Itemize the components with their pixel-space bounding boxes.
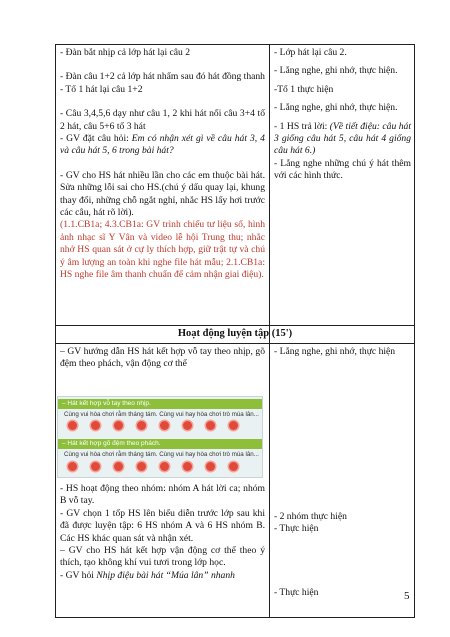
flower-icon (137, 421, 146, 430)
text-line: - Đàn câu 1+2 cả lớp hát nhẩm sau đó hát đồng thanh (60, 71, 265, 83)
text-line: - GV cho HS hát nhiều lần cho các em thuộc bài hát. Sửa những lỗi sai cho HS.(chú ý dấu quay lại, khung thay đổi, những chỗ ngắt nghỉ, nhắc HS lấy hơi trước các câu, hát rõ lời). (60, 169, 265, 219)
text-line: - Đàn bắt nhịp cả lớp hát lại câu 2 (60, 47, 191, 58)
right-response-cell (274, 47, 411, 183)
flower-icon (206, 462, 215, 471)
text-line: - Thực hiện (274, 523, 319, 535)
text-line: - Thực hiện (274, 587, 319, 598)
flower-icon (68, 421, 77, 430)
row-divider-top (56, 325, 414, 326)
flower-icon (160, 462, 169, 471)
text-line: - 2 nhóm thực hiện (274, 511, 347, 522)
score-band-clapping: – Hát kết hợp vỗ tay theo nhịp. (58, 399, 262, 409)
tap-markers (68, 462, 238, 471)
digital-competency-note: (1.1.CB1a; 4.3.CB1a: GV trình chiếu tư liệu số, hình ảnh nhạc sĩ Y Vân và video lễ hội Trung thu; nhắc nhở HS quan sát ở cự ly thích hợp, giữ trật tự và chú ý âm lượng an toàn khi nghe file hát mẫu; 2.1.CB1a: HS nghe file âm thanh chuẩn để cảm nhận giai điệu). (60, 219, 265, 281)
text-line: - Lắng nghe, ghi nhớ, thực hiện. (274, 102, 398, 114)
flower-icon (114, 421, 123, 430)
text-line: - Tổ 1 hát lại câu 1+2 (60, 83, 143, 95)
flower-icon (160, 421, 169, 430)
score-band-tapping: – Hát kết hợp gõ đệm theo phách. (58, 439, 262, 449)
right-practice-cell-2 (274, 511, 411, 536)
text-line: - Lắng nghe, ghi nhớ, thực hiện (274, 346, 396, 357)
text-line: -Tổ 1 thực hiện (274, 83, 334, 95)
row-divider-header (56, 343, 414, 344)
flower-icon (68, 462, 77, 471)
flower-icon (114, 462, 123, 471)
flower-icon (183, 421, 192, 430)
section-header: Hoạt động luyện tập (15') (177, 328, 293, 339)
right-practice-cell-3 (274, 587, 411, 599)
lesson-table (55, 44, 415, 618)
score-lyric-1: Cùng vui hòa chơi rằm tháng tám. Cùng vui hay hòa chơi trò múa lân... (64, 411, 259, 418)
text-line: - Lớp hát lại câu 2. (274, 47, 347, 58)
text-line: - Lắng nghe, ghi nhớ, thực hiện. (274, 65, 398, 77)
left-practice-intro (60, 346, 265, 371)
text-line: - HS hoạt động theo nhóm: nhóm A hát lời ca; nhóm B vỗ tay. (60, 483, 265, 507)
left-activity-cell (60, 47, 265, 282)
text-line: – GV hướng dẫn HS hát kết hợp vỗ tay theo nhịp, gõ đệm theo phách, vận động cơ thể (60, 346, 265, 370)
text-line: - Lắng nghe những chú ý hát thêm với các hình thức. (274, 157, 411, 182)
flower-icon (183, 462, 192, 471)
score-lyric-2: Cùng vui hòa chơi rằm tháng tám. Cùng vui hay hòa chơi trò múa lân... (64, 451, 259, 458)
flower-icon (206, 421, 215, 430)
flower-icon (229, 462, 238, 471)
flower-icon (229, 421, 238, 430)
left-practice-cell (60, 483, 265, 582)
rhythm-score-image (57, 396, 263, 478)
clap-markers (68, 421, 238, 430)
right-practice-cell (274, 346, 411, 358)
text-line: - Câu 3,4,5,6 dạy như câu 1, 2 khi hát nối câu 3+4 tổ 2 hát, câu 5+6 tổ 3 hát (60, 108, 265, 132)
text-line: - 1 HS trả lời: (Về tiết điệu: câu hát 3 giống câu hát 5, câu hát 4 giống câu hát 6.) (274, 120, 411, 157)
text-line: - GV đặt câu hỏi: Em có nhận xét gì về câu hát 3, 4 và câu hát 5, 6 trong bài hát? (60, 133, 265, 157)
flower-icon (91, 421, 100, 430)
flower-icon (91, 462, 100, 471)
text-line: - GV hỏi Nhịp điệu bài hát “Múa lân” nhanh (60, 569, 235, 581)
text-line: – GV cho HS hát kết hợp vận động cơ thể theo ý thích, tạo không khí vui tươi trong lớp học. (60, 545, 265, 569)
page-number: 5 (404, 590, 410, 602)
flower-icon (137, 462, 146, 471)
text-line: - GV chọn 1 tốp HS lên biểu diễn trước lớp sau khi đã được luyện tập: 6 HS nhóm A và 6 HS nhóm B. Các HS khác quan sát và nhận xét. (60, 507, 265, 544)
